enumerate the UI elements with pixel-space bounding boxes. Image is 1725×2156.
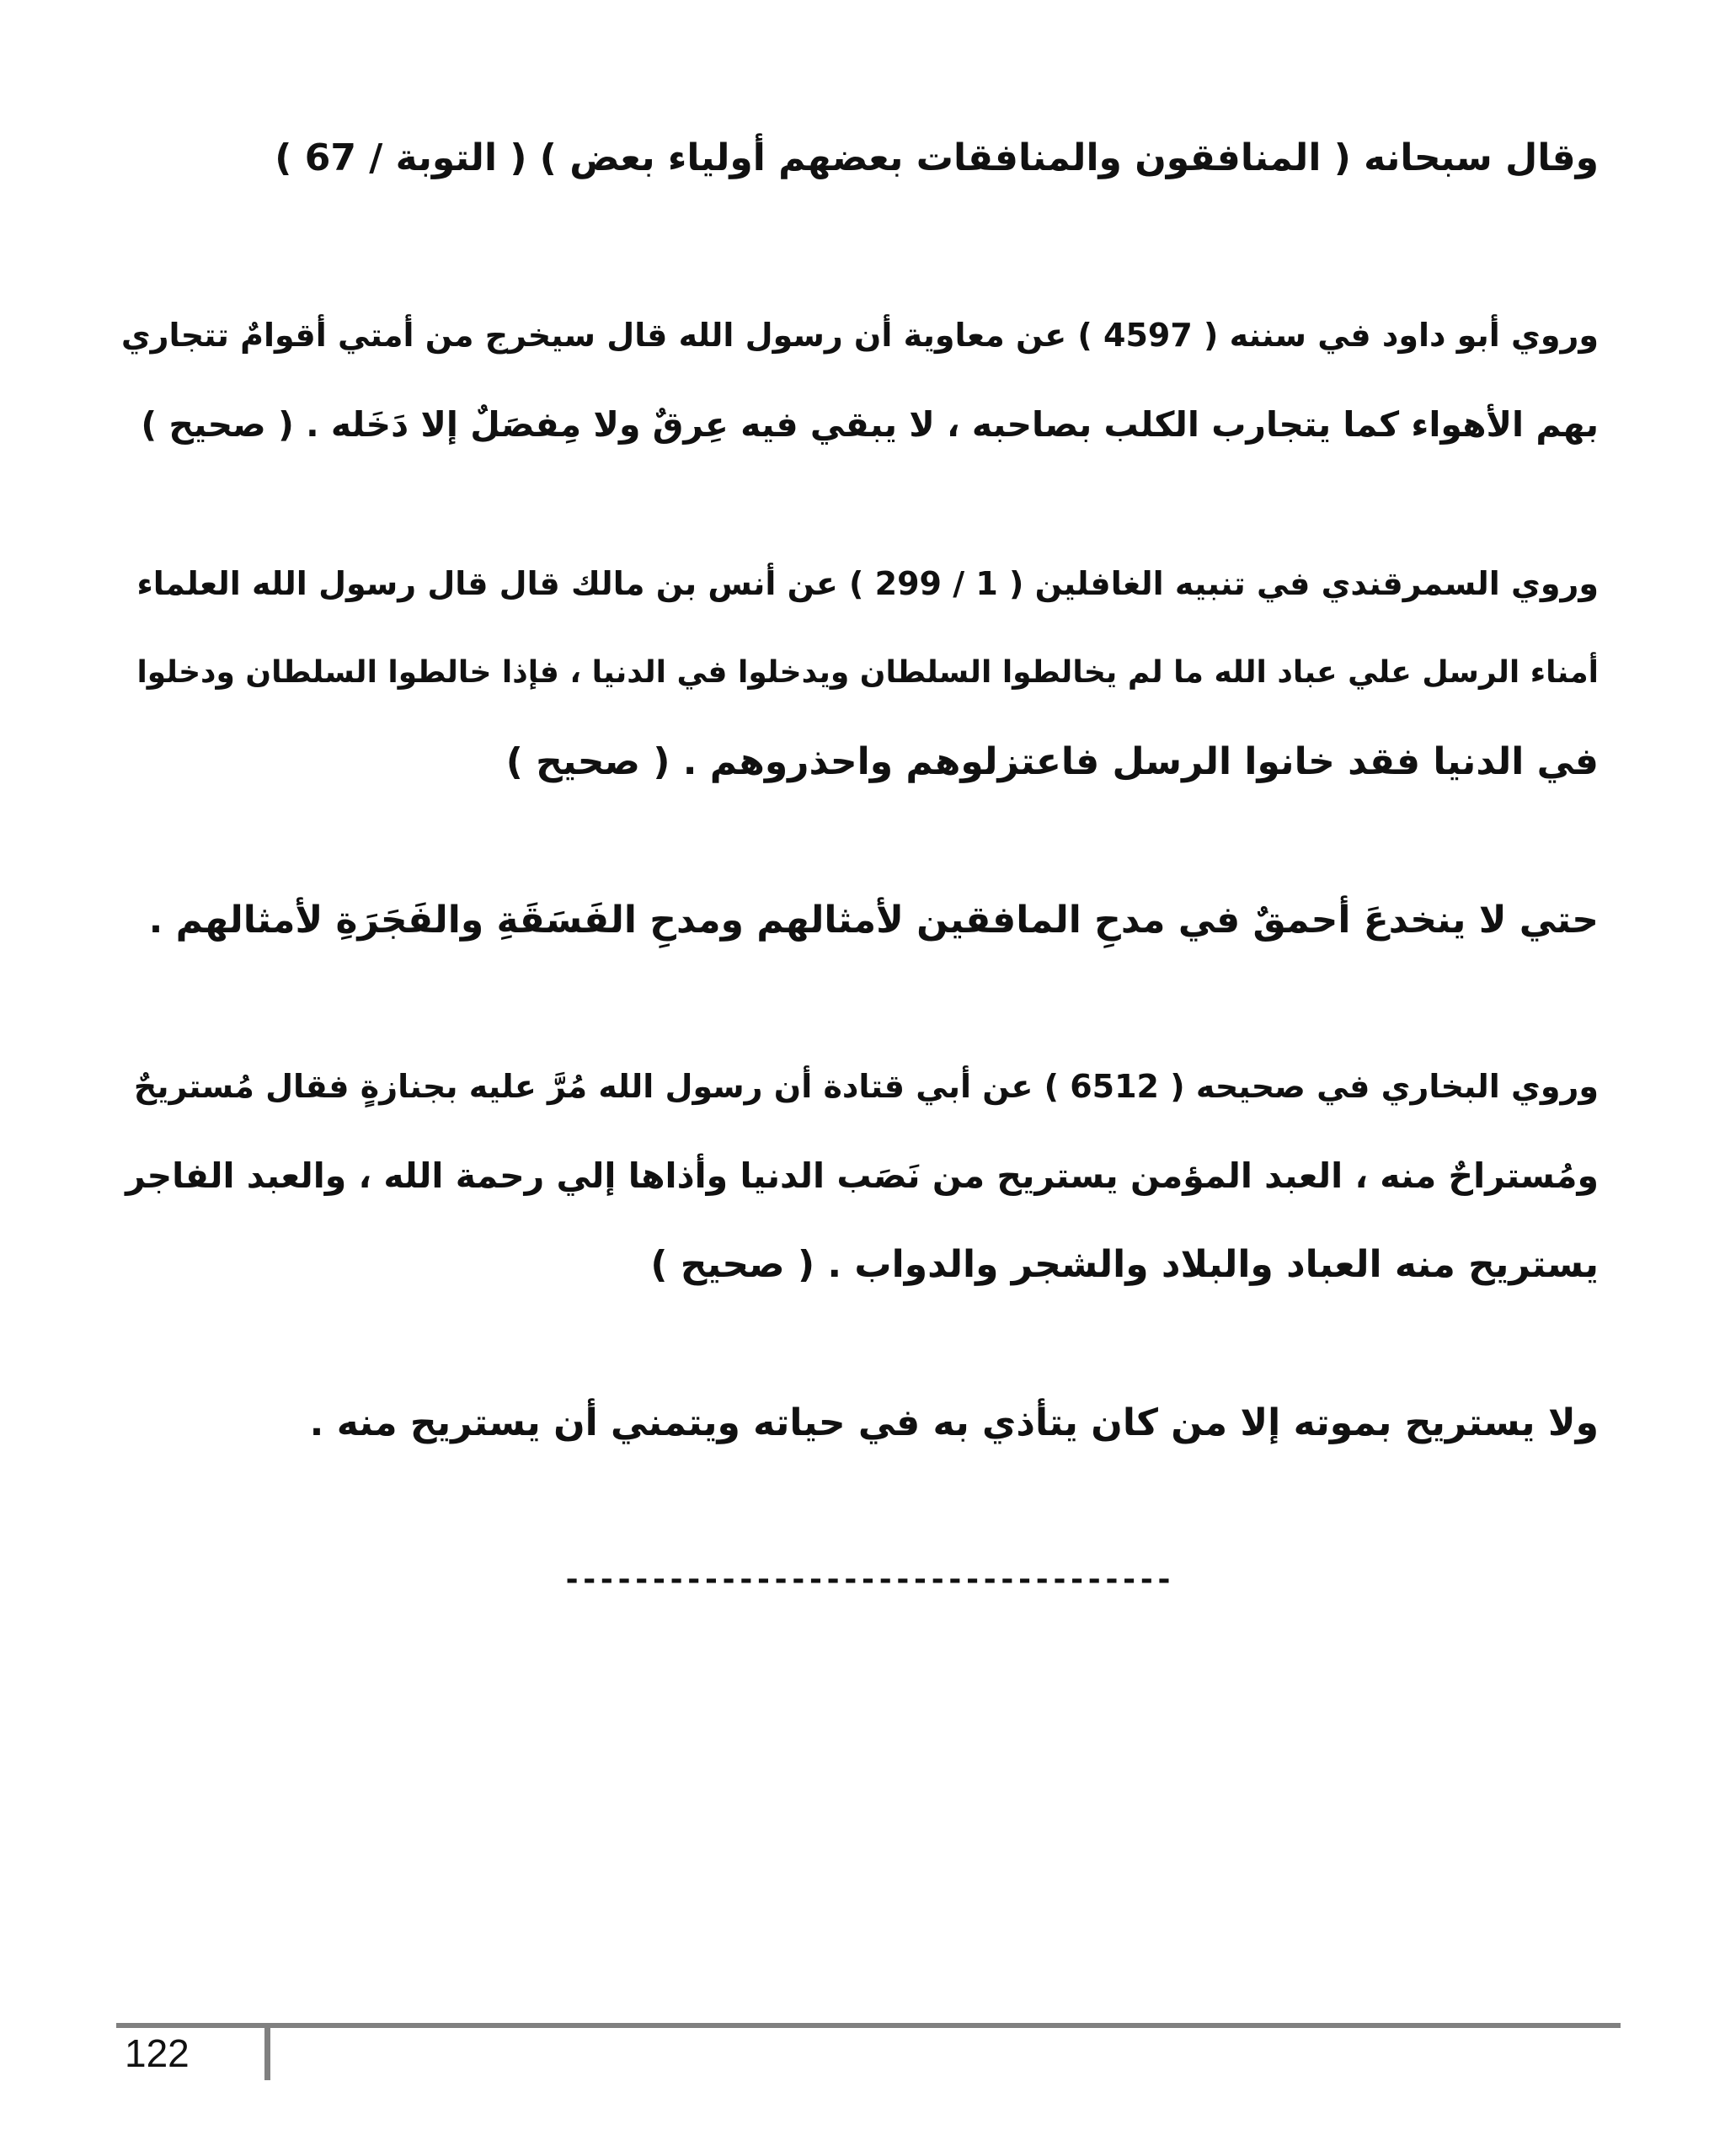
paragraph-line: وروي البخاري في صحيحه ( 6512 ) عن أبي قتادة أن رسول الله مُرَّ عليه بجنازةٍ فقال مُستريحٌ	[133, 1068, 1599, 1105]
paragraph-bukhari-hadith	[118, 1042, 1599, 1310]
paragraph-quran-verse	[118, 114, 1599, 203]
paragraph-line: وقال سبحانه ( المنافقون والمنافقات بعضهم أولياء بعض ) ( التوبة / 67 )	[275, 136, 1599, 179]
paragraph-line: أمناء الرسل علي عباد الله ما لم يخالطوا السلطان ويدخلوا في الدنيا ، فإذا خالطوا السلطان ودخلوا	[136, 655, 1599, 690]
footer-rule	[116, 2023, 1621, 2028]
paragraph-line: ومُستراحٌ منه ، العبد المؤمن يستريح من نَصَب الدنيا وأذاها إلي رحمة الله ، والعبد الفاجر	[126, 1155, 1599, 1196]
page-number: 122	[125, 2031, 190, 2075]
paragraph-samarqandi-hadith	[118, 539, 1599, 807]
paragraph-line: حتي لا ينخدعَ أحمقٌ في مدحِ المافقين لأمثالهم ومدحِ الفَسَقَةِ والفَجَرَةِ لأمثالهم .	[148, 899, 1599, 942]
paragraph-line: ولا يستريح بموته إلا من كان يتأذي به في حياته ويتمني أن يستريح منه .	[309, 1401, 1599, 1444]
section-separator: -----------------------------------	[563, 1562, 1172, 1597]
paragraph-closing-remark	[118, 1379, 1599, 1468]
footer-divider-tick	[264, 2023, 270, 2080]
paragraph-line: في الدنيا فقد خانوا الرسل فاعتزلوهم واحذروهم . ( صحيح )	[505, 740, 1599, 783]
paragraph-line: وروي أبو داود في سننه ( 4597 ) عن معاوية أن رسول الله قال سيخرج من أمتي أقوامٌ تتجاري	[120, 317, 1599, 354]
paragraph-line: يستريح منه العباد والبلاد والشجر والدواب . ( صحيح )	[650, 1243, 1599, 1286]
paragraph-abu-dawud-hadith	[118, 291, 1599, 469]
paragraph-line: بهم الأهواء كما يتجارب الكلب بصاحبه ، لا يبقي فيه عِرقٌ ولا مِفصَلٌ إلا دَخَله . ( صحيح )	[141, 404, 1599, 445]
paragraph-line: وروي السمرقندي في تنبيه الغافلين ( 1 / 299 ) عن أنس بن مالك قال قال رسول الله العلماء	[136, 565, 1599, 602]
paragraph-commentary	[118, 876, 1599, 965]
